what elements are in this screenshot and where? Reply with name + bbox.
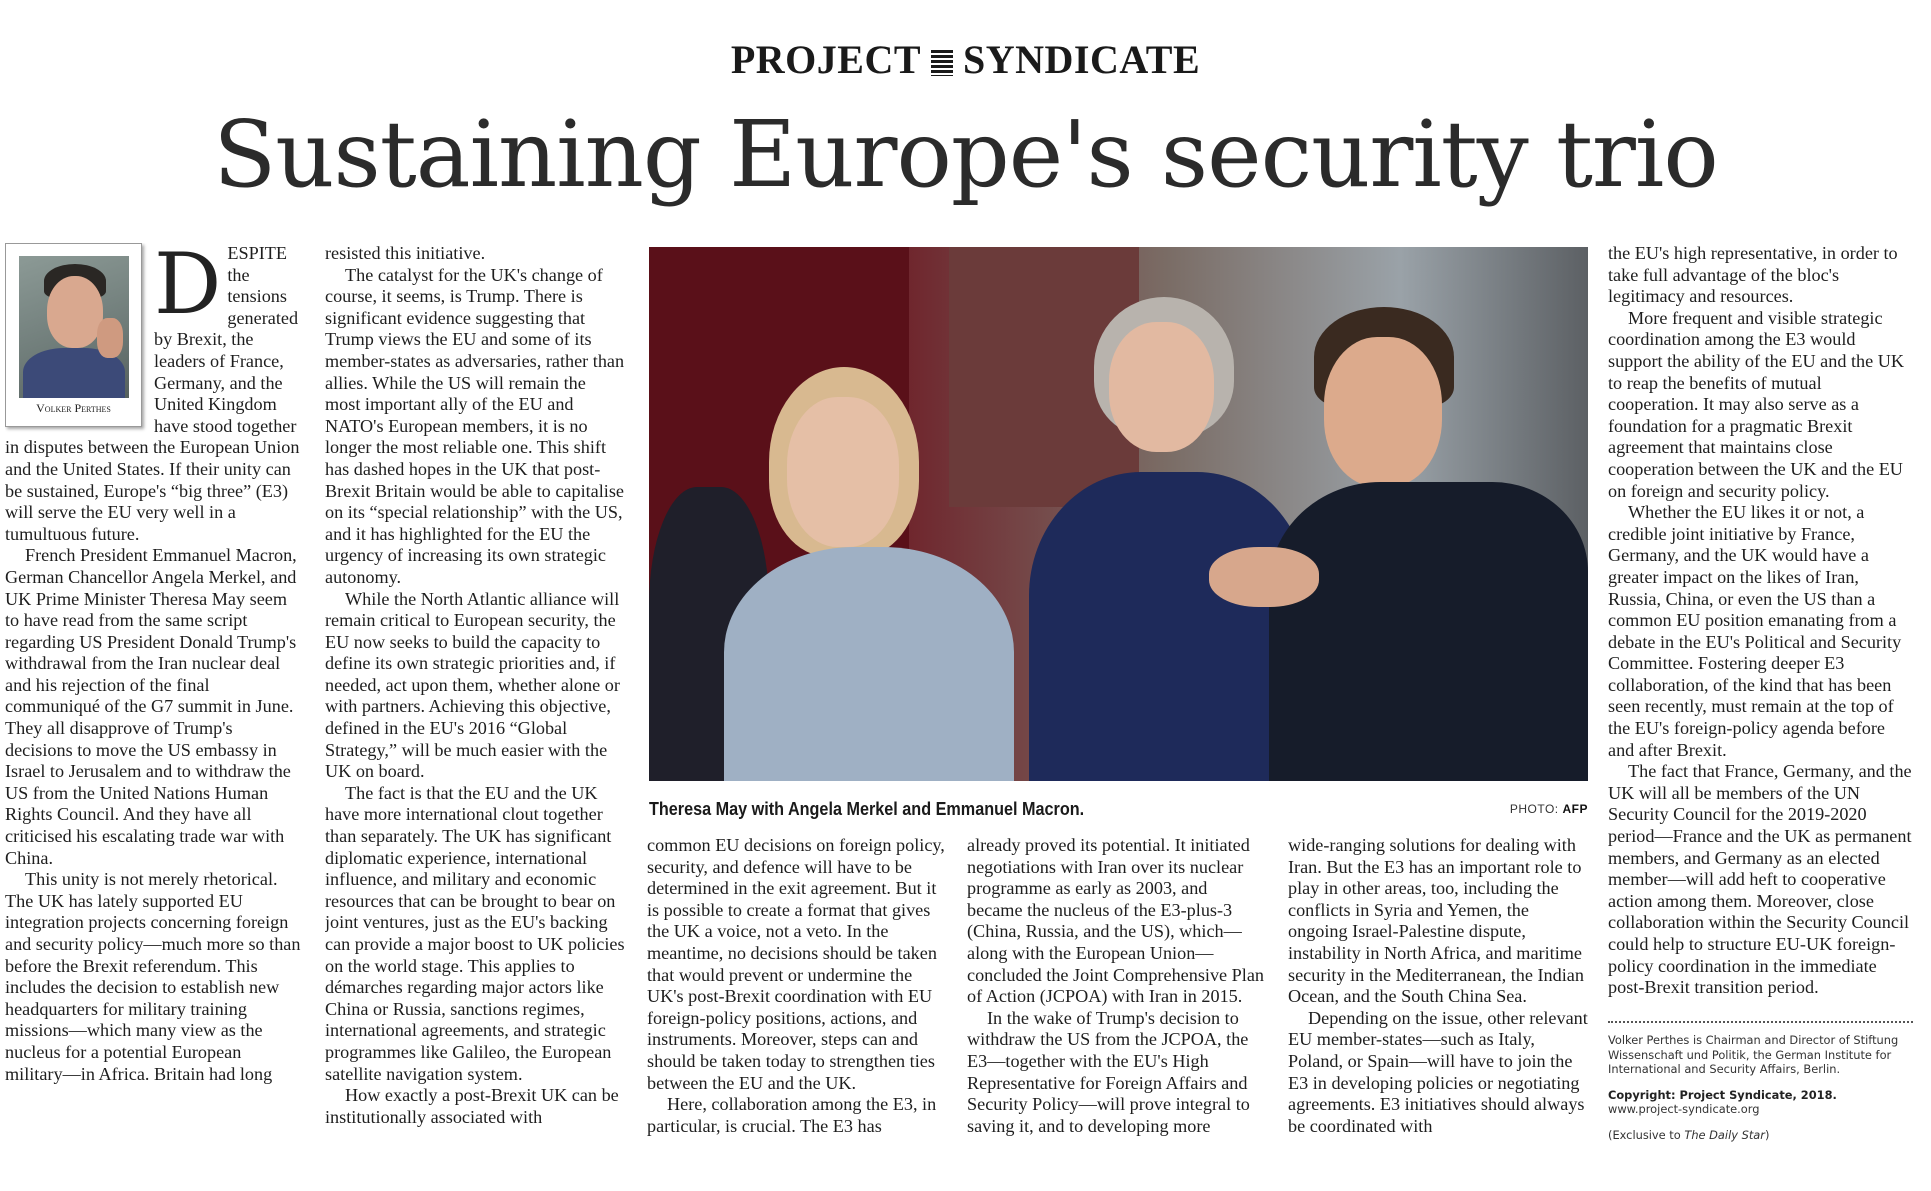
bio-divider — [1608, 1021, 1913, 1023]
article-paragraph: While the North Atlantic alliance will remain critical to European security, the EU now seeks to build the capacity to define its own strategic priorities and, if needed, act upon them, whether alone or with partners. Achieving this objective, defined in the EU's 2016 “Global Strategy,” will be much easier with the UK on board. — [325, 588, 620, 782]
article-paragraph: Depending on the issue, other relevant EU member-states—such as Italy, Poland, or Spain—will have to join the E3 in developing policies or negotiating agreements. E3 initiatives should always be coordinated with — [1288, 1007, 1588, 1136]
masthead-logo — [0, 36, 1931, 83]
article-paragraph: How exactly a post-Brexit UK can be institutionally associated with — [325, 1085, 619, 1127]
news-photo — [649, 247, 1588, 781]
author-name: Volker Perthes — [36, 401, 111, 416]
masthead-right-word: SYNDICATE — [963, 37, 1201, 82]
article-paragraph: The catalyst for the UK's change of course, it seems, is Trump. There is significant evidence suggesting that Trump views the EU and some of its member-states as adversaries, rather than allies. While the US will remain the most important ally of the EU and NATO's European members, it is no longer the most reliable one. This shift has dashed hopes in the UK that post-Brexit Britain would be able to capitalise on its “special relationship” with the US, and it has highlighted for the EU the urgency of increasing its own strategic autonomy. — [325, 264, 625, 587]
article-paragraph: The fact is that the EU and the UK have more international clout together than separately. The UK has significant diplomatic experience, international influence, and military and economic resources that can be brought to bear on joint ventures, just as the EU's backing can provide a major boost to UK policies on the world stage. This applies to démarches regarding major actors like China or Russia, sanctions regimes, international agreements, and strategic programmes like Galileo, the European satellite navigation system. — [325, 782, 625, 1084]
masthead-separator-icon — [931, 50, 953, 76]
photo-credit — [1510, 802, 1588, 816]
article-paragraph: common EU decisions on foreign policy, security, and defence will have to be determined in the exit agreement. But it is possible to create a format that gives the UK a voice, not a veto. In the meantime, no decisions should be taken that would prevent or undermine the UK's post-Brexit coordination with EU foreign-policy positions, actions, and instruments. Moreover, steps can and should be taken today to strengthen ties between the EU and the UK. — [647, 835, 945, 1093]
article-headline: Sustaining Europe's security trio — [213, 101, 1718, 208]
exclusive-suffix: ) — [1764, 1127, 1770, 1142]
article-paragraph: More frequent and visible strategic coordination among the E3 would support the ability of the EU and the UK to reap the benefits of mutual cooperation. It may also serve as a foundation for a pragmatic Brexit agreement that maintains close cooperation between the UK and the EU on foreign and security policy. — [1608, 307, 1904, 501]
article-column-2 — [325, 243, 625, 1163]
paragraph-text: ESPITE the tensions generated by Brexit, the leaders of France, Germany, and the United Kingdom have stood together in disputes between the European Union and the United States. If their unity can be sustained, Europe's “big three” (E3) will serve the EU very well in a tumultuous future. — [5, 243, 300, 544]
article-column-6 — [1608, 243, 1913, 1013]
article-paragraph: resisted this initiative. — [325, 243, 486, 263]
article-paragraph: In the wake of Trump's decision to withdraw the US from the JCPOA, the E3—together with the EU's High Representative for Foreign Affairs and Security Policy—will prove integral to saving it, and to developing more — [967, 1007, 1250, 1136]
author-bio — [1608, 1033, 1913, 1142]
article-column-3 — [647, 835, 947, 1165]
photo-caption: Theresa May with Angela Merkel and Emmanuel Macron. — [649, 799, 1085, 819]
publication-name: The Daily Star — [1684, 1127, 1765, 1142]
author-portrait — [19, 256, 129, 398]
article-column-4 — [967, 835, 1267, 1165]
article-paragraph: already proved its potential. It initiated negotiations with Iran over its nuclear programme as early as 2003, and became the nucleus of the E3-plus-3 (China, Russia, and the US), which—along with the European Union—concluded the Joint Comprehensive Plan of Action (JCPOA) with Iran in 2015. — [967, 835, 1265, 1007]
exclusive-note — [1608, 1128, 1913, 1143]
author-bio-text: Volker Perthes is Chairman and Director of Stiftung Wissenschaft und Politik, the German Institute for International and Security Affairs, Berlin. — [1608, 1033, 1899, 1076]
article-paragraph: Here, collaboration among the E3, in particular, is crucial. The E3 has — [647, 1094, 937, 1136]
article-paragraph: wide-ranging solutions for dealing with Iran. But the E3 has an important role to play in other areas, too, including the conflicts in Syria and Yemen, the ongoing Israel-Palestine dispute, instability in North Africa, and maritime security in the Mediterranean, the Indian Ocean, and the South China Sea. — [1288, 835, 1584, 1007]
article-column-1 — [5, 243, 301, 1163]
article-paragraph: This unity is not merely rhetorical. The UK has lately supported EU integration projects concerning foreign and security policy—much more so than before the Brexit referendum. This includes the decision to establish new headquarters for military training missions—which many view as the nucleus for a potential European military—in Africa. Britain had long — [5, 869, 301, 1084]
article-paragraph: Whether the EU likes it or not, a credible joint initiative by France, Germany, and the UK would have a greater impact on the likes of Iran, Russia, China, or even the US than a common EU position emanating from a debate in the EU's Political and Security Committee. Fostering deeper E3 collaboration, of the kind that has been seen recently, must remain at the top of the EU's foreign-policy agenda before and after Brexit. — [1608, 502, 1902, 760]
drop-cap: D — [154, 243, 222, 333]
exclusive-prefix: (Exclusive to — [1608, 1127, 1685, 1142]
photo-credit-label: PHOTO: — [1509, 802, 1559, 816]
article-paragraph: The fact that France, Germany, and the UK will all be members of the UN Security Council for the 2019-2020 period—France and the UK as permanent members, and Germany as an elected member—will add heft to cooperative action among them. Moreover, close collaboration within the Security Council could help to structure EU-UK foreign-policy coordination in the immediate post-Brexit transition period. — [1608, 761, 1912, 998]
masthead-left-word: PROJECT — [730, 37, 922, 82]
author-card — [5, 243, 142, 427]
article-paragraph: French President Emmanuel Macron, German Chancellor Angela Merkel, and UK Prime Minister Theresa May seem to have read from the same script regarding US President Donald Trump's withdrawal from the Iran nuclear deal and his rejection of the final communiqué of the G7 summit in June. They all disapprove of Trump's decisions to move the US embassy in Israel to Jerusalem and to withdraw the US from the United Nations Human Rights Council. And they have all criticised his escalating trade war with China. — [5, 545, 297, 868]
photo-credit-source: AFP — [1562, 802, 1588, 816]
article-column-5 — [1288, 835, 1590, 1165]
website-url: www.project-syndicate.org — [1608, 1102, 1760, 1116]
copyright-notice: Copyright: Project Syndicate, 2018. — [1608, 1087, 1837, 1102]
article-paragraph: the EU's high representative, in order to take full advantage of the bloc's legitimacy and resources. — [1608, 243, 1898, 307]
